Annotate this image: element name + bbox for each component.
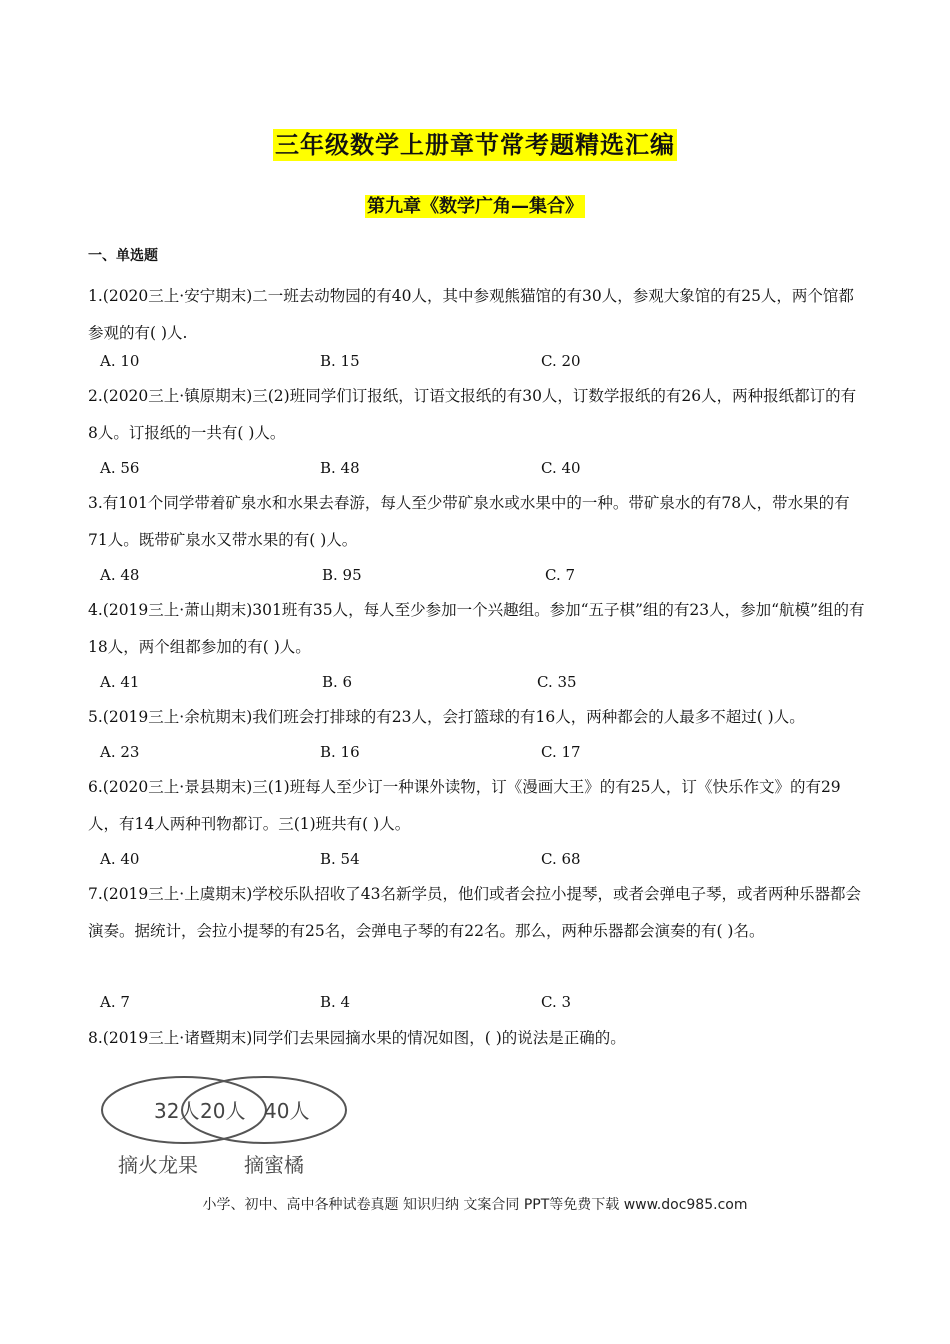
question-5: 5.(2019三上·余杭期末)我们班会打排球的有23人，会打篮球的有16人，两种都会的人最多不超过( )人。: [88, 708, 805, 726]
option-a: A. 7: [100, 993, 130, 1011]
option-c: C. 40: [541, 459, 581, 477]
option-a: A. 56: [100, 459, 140, 477]
footer-text: 小学、初中、高中各种试卷真题 知识归纳 文案合同 PPT等免费下载 www.doc985.com: [202, 1197, 748, 1213]
option-b: B. 4: [320, 993, 351, 1011]
option-b: B. 16: [320, 743, 360, 761]
middle-count: 20人: [200, 1099, 246, 1123]
question-2: 2.(2020三上·镇原期末)三(2)班同学们订报纸，订语文报纸的有30人，订数学报纸的有26人，两种报纸都订的有8人。订报纸的一共有( )人。: [88, 387, 857, 442]
page-title: 三年级数学上册章节常考题精选汇编: [275, 131, 675, 159]
option-c: C. 3: [541, 993, 572, 1011]
option-b: B. 48: [320, 459, 360, 477]
chapter-subtitle: 第九章《数学广角—集合》: [367, 196, 583, 217]
question-7: 7.(2019三上·上虞期末)学校乐队招收了43名新学员，他们或者会拉小提琴，或者会弹电子琴，或者两种乐器都会演奏。据统计，会拉小提琴的有25名，会弹电子琴的有22名。那么，两种乐器都会演奏的有( )名。: [88, 885, 861, 940]
question-8: 8.(2019三上·诸暨期末)同学们去果园摘水果的情况如图，( )的说法是正确的。: [88, 1029, 626, 1047]
question-3: 3.有101个同学带着矿泉水和水果去春游，每人至少带矿泉水或水果中的一种。带矿泉水的有78人，带水果的有71人。既带矿泉水又带水果的有( )人。: [88, 494, 850, 549]
right-set-label: 摘蜜橘: [244, 1153, 304, 1177]
option-c: C. 7: [545, 566, 576, 584]
option-c: C. 17: [541, 743, 581, 761]
venn-diagram: [96, 1076, 356, 1181]
question-4: 4.(2019三上·萧山期末)301班有35人，每人至少参加一个兴趣组。参加“五子棋”组的有23人，参加“航模”组的有18人，两个组都参加的有( )人。: [88, 601, 865, 656]
question-6: 6.(2020三上·景县期末)三(1)班每人至少订一种课外读物，订《漫画大王》的有25人，订《快乐作文》的有29人，有14人两种刊物都订。三(1)班共有( )人。: [88, 778, 841, 833]
option-b: B. 54: [320, 850, 360, 868]
option-b: B. 95: [322, 566, 362, 584]
option-a: A. 48: [100, 566, 140, 584]
option-a: A. 23: [100, 743, 140, 761]
option-c: C. 20: [541, 352, 581, 370]
option-c: C. 35: [537, 673, 577, 691]
option-b: B. 15: [320, 352, 360, 370]
option-a: A. 10: [100, 352, 140, 370]
question-1: 1.(2020三上·安宁期末)二一班去动物园的有40人，其中参观熊猫馆的有30人，参观大象馆的有25人，两个馆都参观的有( )人.: [88, 287, 854, 342]
left-set-label: 摘火龙果: [118, 1153, 198, 1177]
option-a: A. 41: [100, 673, 140, 691]
section-heading: 一、单选题: [88, 248, 158, 264]
option-c: C. 68: [541, 850, 581, 868]
right-count: 40人: [264, 1099, 310, 1123]
option-b: B. 6: [322, 673, 353, 691]
left-count: 32人: [154, 1099, 200, 1123]
option-a: A. 40: [100, 850, 140, 868]
